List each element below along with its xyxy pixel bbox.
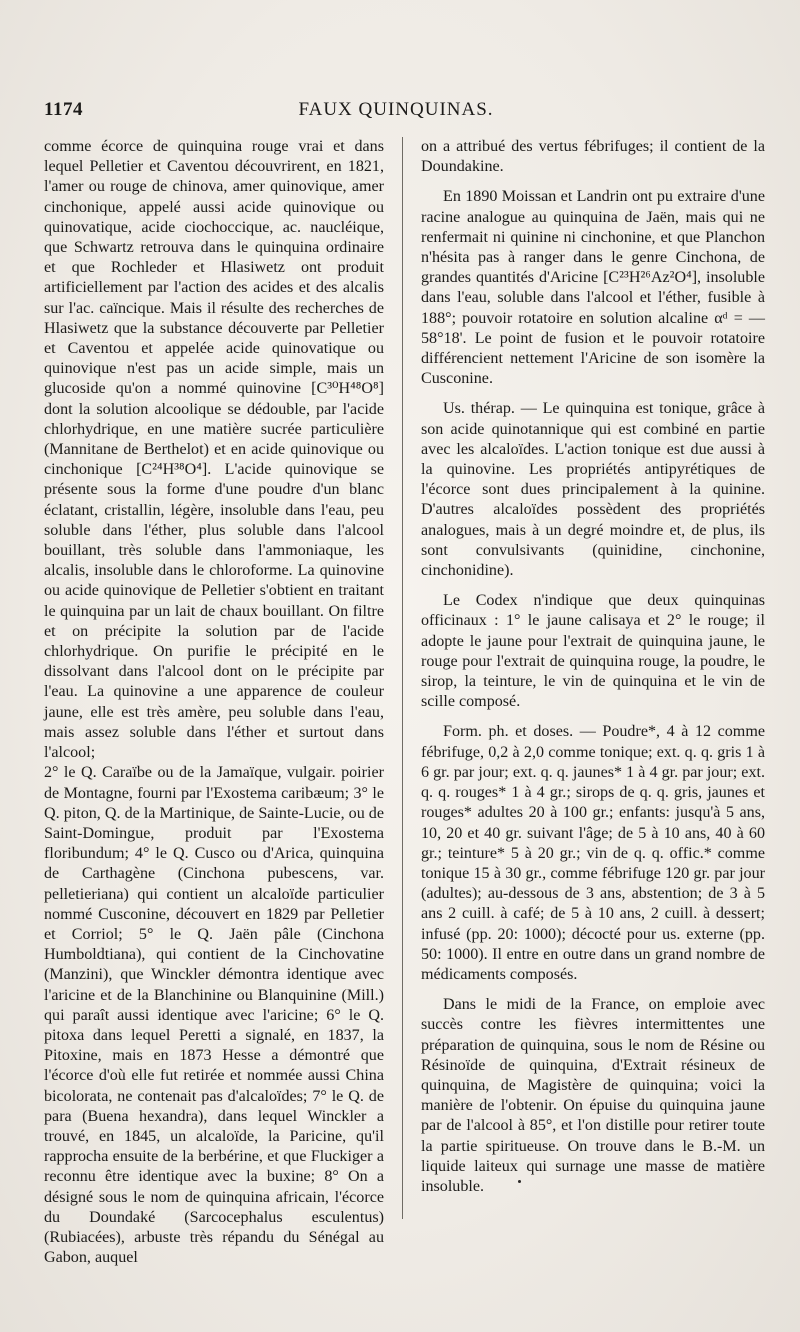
right-paragraph-2: En 1890 Moissan et Landrin ont pu extraire d'une racine analogue au quinquina de Jaën, mais qui ne renfermait ni quinine ni cinchonine, et que Planchon n'hésita pas à ranger dans le genre Cinchona, de grandes quantités d'Aricine [C²³H²⁶Az²O⁴], insoluble dans l'eau, soluble dans l'alcool et l'éther, fusible à 188°; pouvoir rotatoire en solution alcaline αᵈ = — 58°18'. Le point de fusion et le pouvoir rotatoire différencient nettement l'Aricine de son isomère la Cusconine. (421, 188, 765, 388)
codex-paragraph: Le Codex n'indique que deux quinquinas officinaux : 1° le jaune calisaya et 2° le rouge; il adopte le jaune pour l'extrait de quinquina jaune, le rouge pour l'extrait de quinquina rouge, la poudre, le sirop, la teinture, le vin de quinquina et le vin de scille composé. (421, 592, 765, 711)
page-header (44, 99, 748, 125)
right-paragraph-1: on a attribué des vertus fébrifuges; il contient de la Doundakine. (421, 138, 765, 176)
left-paragraph-1: comme écorce de quinquina rouge vrai et dans lequel Pelletier et Caventou découvrirent, en 1821, l'amer ou rouge de chinova, amer quinovique, amer cinchonique, appelé aussi acide quinovique ou quinovatique, acide ciochoccique, ac. naucléique, que Schwartz retrouva dans le quinquina ordinaire et que Rochleder et Hlasiwetz ont produit artificiellement par l'action des acides et des alcalis sur l'ac. caïncique. Mais il résulte des recherches de Hlasiwetz que la substance découverte par Pelletier et Caventou et appelée acide quinovatique ou quinovique n'est pas un acide simple, mais un glucoside qu'on a nommé quinovine [C³⁰H⁴⁸O⁸] dont la solution alcoolique se dédouble, par l'acide chlorhydrique, en une matière sucrée particulière (Mannitane de Berthelot) et en acide quinovique ou cinchonique [C²⁴H³⁸O⁴]. L'acide quinovique se présente sous la forme d'une poudre d'un blanc éclatant, cristallin, légère, insoluble dans l'eau, peu soluble dans l'éther, plus soluble dans l'alcool bouillant, très soluble dans l'ammoniaque, les alcalis, insoluble dans le chloroforme. La quinovine ou acide quinovique de Pelletier s'obtient en traitant le quinquina par un lait de chaux bouillant. On filtre et on précipite la solution par de l'acide chlorhydrique. On purifie le précipité en le dissolvant dans l'alcool dont on le précipite par l'eau. La quinovine a une apparence de couleur jaune, elle est très amère, peu soluble dans l'eau, mais assez soluble dans l'éther et surtout dans l'alcool; (44, 138, 384, 762)
ink-speck (518, 1180, 521, 1183)
column-divider (402, 137, 403, 1219)
running-title: FAUX QUINQUINAS. (298, 99, 494, 120)
right-column (421, 137, 765, 1197)
therapeutic-uses-paragraph: Us. thérap. — Le quinquina est tonique, grâce à son acide quinotannique qui est combiné en partie avec les alcaloïdes. L'action tonique est due aussi à la quinovine. Les propriétés antipyrétiques de l'écorce sont dues principalement à la quinine. D'autres alcaloïdes possèdent des propriétés analogues, mais à un degré moindre et, de plus, ils sont convulsivants (quinidine, cinchonine, cinchonidine). (421, 400, 765, 580)
left-paragraph-2: 2° le Q. Caraïbe ou de la Jamaïque, vulgair. poirier de Montagne, fourni par l'Exostema caribæum; 3° le Q. piton, Q. de la Martinique, de Sainte-Lucie, ou de Saint-Domingue, produit par l'Exostema floribundum; 4° le Q. Cusco ou d'Arica, quinquina de Carthagène (Cinchona pubescens, var. pelletieriana) qui contient un alcaloïde particulier nommé Cusconine, découvert en 1829 par Pelletier et Corriol; 5° le Q. Jaën pâle (Cinchona Humboldtiana), qui contient de la Cinchovatine (Manzini), que Winckler démontra identique avec l'aricine et de la Blanchinine ou Blanquinine (Mill.) qui paraît aussi identique avec l'aricine; 6° le Q. pitoxa dans lequel Peretti a signalé, en 1837, la Pitoxine, mais en 1873 Hesse a démontré que l'écorce d'où elle fut retirée et nommée aussi China bicolorata, ne contenait pas d'alcaloïdes; 7° le Q. de para (Buena hexandra), dans lequel Winckler a trouvé, en 1845, un alcaloïde, la Paricine, qu'il rapprocha ensuite de la berbérine, et que Fluckiger a reconnu être identique avec la buxine; 8° On a désigné sous le nom de quinquina africain, l'écorce du Doundaké (Sarcocephalus esculentus) (Rubiacées), arbuste très répandu du Sénégal au Gabon, auquel (44, 764, 384, 1267)
page-number: 1174 (44, 99, 83, 120)
resin-preparation-paragraph: Dans le midi de la France, on emploie avec succès contre les fièvres intermittentes une préparation de quinquina, sous le nom de Résine ou Résinoïde de quinquina, d'Extrait résineux de quinquina, de Magistère de quinquina; voici la manière de l'obtenir. On épuise du quinquina jaune par de l'alcool à 85°, et l'on distille pour retirer toute la partie spiritueuse. On trouve dans le B.-M. un liquide laiteux qui surnage une masse de matière insoluble. (421, 996, 765, 1195)
left-column (44, 137, 384, 1268)
pharmaceutical-forms-paragraph: Form. ph. et doses. — Poudre*, 4 à 12 comme fébrifuge, 0,2 à 2,0 comme tonique; ext. q. q. gris 1 à 6 gr. par jour; ext. q. q. jaunes* 1 à 4 gr. par jour; ext. q. q. rouges* 1 à 4 gr.; sirops de q. q. gris, jaunes et rouges* adultes 20 à 100 gr.; enfants: jusqu'à 5 ans, 10, 20 et 40 gr. suivant l'âge; de 5 à 10 ans, 40 à 60 gr.; teinture* 5 à 20 gr.; vin de q. q. offic.* comme tonique 15 à 30 gr., comme fébrifuge 120 gr. par jour (adultes); au-dessous de 3 ans, abstention; de 3 à 5 ans 2 cuill. à café; de 5 à 10 ans, 2 cuill. à dessert; infusé (pp. 20: 1000); décocté pour us. externe (pp. 50: 1000). Il entre en outre dans un grand nombre de médicaments composés. (421, 723, 765, 983)
